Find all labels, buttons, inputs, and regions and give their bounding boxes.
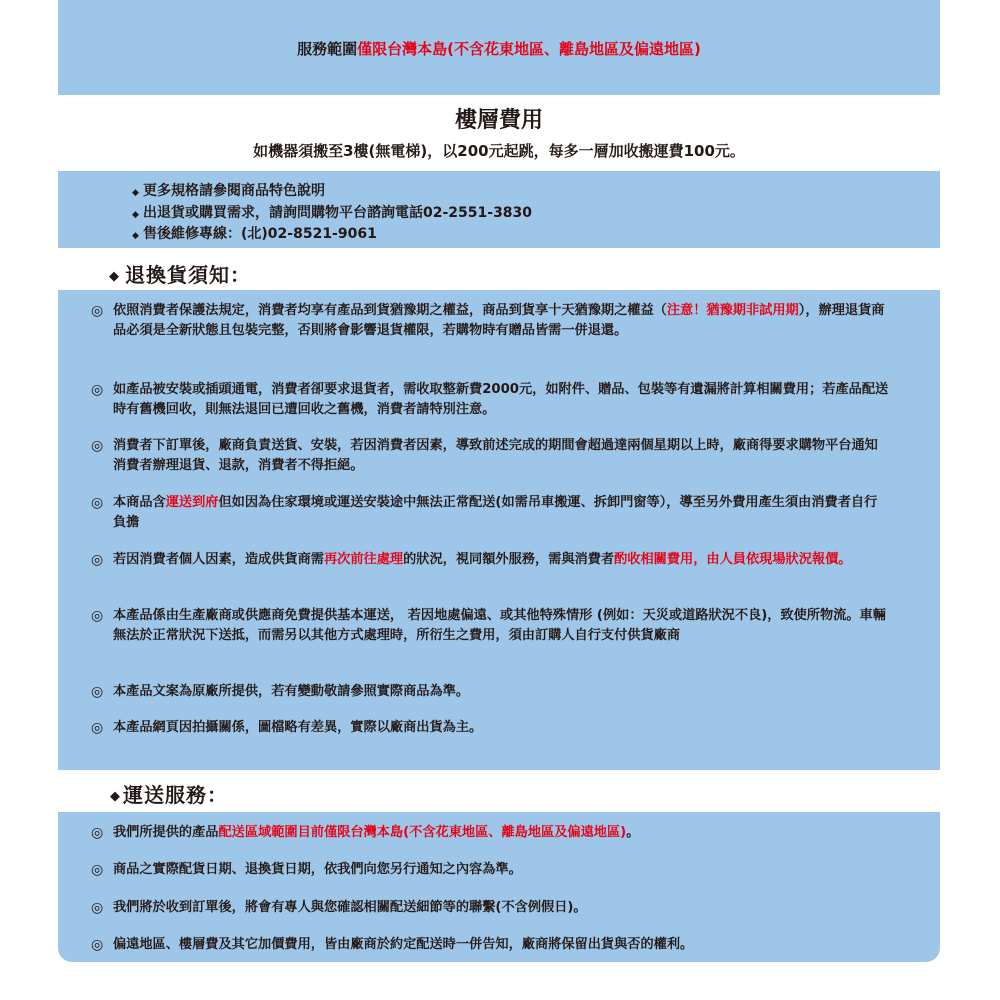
return-policy-text: 本產品係由生產廠商或供應商免費提供基本運送， 若因地處偏遠、或其他特殊情形 (例如：天災或道路狀況不良)，致使所物流。車輛無法於正常狀況下送抵，而需另以其他方式處理時，所衍生之費用，須由訂購人自行支付供貨廠商 [113, 608, 886, 643]
return-policy-item [91, 493, 889, 533]
shipping-text: 。 [626, 825, 640, 840]
return-policy-item [91, 436, 889, 476]
circle-bullet-icon: ◎ [91, 303, 104, 319]
floor-fee-title: 樓層費用 [454, 108, 543, 133]
return-policy-text: ），辦理退貨商品必須是全新狀態且包裝完整，否則將會影響退貨權限，若購物時有贈品皆需一併退還。 [113, 303, 885, 338]
service-range-panel [58, 0, 940, 95]
circle-bullet-icon: ◎ [91, 684, 104, 700]
shipping-service-panel [58, 812, 940, 962]
shipping-text: 我們將於收到訂單後，將會有專人與您確認相關配送細節等的聯繫(不含例假日)。 [113, 900, 587, 915]
return-policy-highlight-text: 注意！猶豫期非試用期 [666, 303, 799, 318]
service-range-highlight: 僅限台灣本島(不含花東地區、離島地區及偏遠地區) [357, 40, 701, 58]
circle-bullet-icon: ◎ [91, 720, 104, 736]
spec-item: ◆ 售後維修專線：(北)02-8521-9061 [132, 225, 532, 247]
diamond-icon: ◆ [110, 789, 121, 804]
circle-bullet-icon: ◎ [91, 900, 104, 916]
return-policy-item [91, 606, 889, 646]
spec-contact-panel [58, 171, 940, 248]
shipping-item [91, 823, 889, 843]
shipping-service-heading: ◆ 運送服務： [110, 783, 228, 807]
return-policy-heading: ◆ 退換貨須知： [109, 263, 251, 287]
return-policy-highlight-text: 酌收相關費用，由人員依現場狀況報價。 [614, 552, 852, 567]
circle-bullet-icon: ◎ [91, 937, 104, 953]
diamond-bullet-icon: ◆ [132, 231, 139, 241]
shipping-item [91, 860, 889, 880]
circle-bullet-icon: ◎ [91, 495, 104, 511]
diamond-bullet-icon: ◆ [132, 188, 139, 198]
return-policy-text: 本產品網頁因拍攝關係，圖檔略有差異，實際以廠商出貨為主。 [113, 720, 483, 735]
return-policy-item [91, 718, 889, 738]
shipping-text: 我們所提供的產品 [113, 825, 219, 840]
return-policy-highlight-text: 再次前往處理 [324, 552, 404, 567]
diamond-icon: ◆ [109, 269, 120, 284]
return-policy-text: 消費者下訂單後，廠商負責送貨、安裝，若因消費者因素，導致前述完成的期間會超過達兩個星期以上時，廠商得要求購物平台通知消費者辦理退貨、退款，消費者不得拒絕。 [113, 438, 878, 473]
shipping-text: 商品之實際配貨日期、退換貨日期，依我們向您另行通知之內容為準。 [113, 862, 522, 877]
return-policy-item [91, 301, 889, 341]
shipping-highlight-text: 配送區域範圍目前僅限台灣本島(不含花東地區、離島地區及偏遠地區) [218, 825, 627, 840]
circle-bullet-icon: ◎ [91, 438, 104, 454]
return-policy-highlight-text: 運送到府 [165, 495, 219, 510]
circle-bullet-icon: ◎ [91, 825, 104, 841]
circle-bullet-icon: ◎ [91, 608, 104, 624]
return-policy-text: 如產品被安裝或插頭通電，消費者卻要求退貨者，需收取整新費2000元，如附件、贈品、包裝等有遺漏將計算相關費用；若產品配送時有舊機回收，則無法退回已遭回收之舊機，消費者請特別注意。 [113, 382, 889, 417]
shipping-item [91, 935, 889, 955]
shipping-text: 偏遠地區、樓層費及其它加價費用，皆由廠商於約定配送時一併告知，廠商將保留出貨與否的權利。 [113, 937, 694, 952]
return-policy-text: 若因消費者個人因素，造成供貨商需 [113, 552, 324, 567]
return-policy-item [91, 380, 889, 420]
service-range-line [58, 38, 940, 59]
spec-item: ◆ 更多規格請參閱商品特色說明 [132, 182, 532, 204]
service-range-label: 服務範圍 [297, 40, 358, 58]
spec-list [132, 182, 532, 247]
return-policy-text: 本產品文案為原廠所提供，若有變動敬請參照實際商品為準。 [113, 684, 470, 699]
floor-fee-text: 如機器須搬至3樓(無電梯)，以200元起跳，每多一層加收搬運費100元。 [253, 142, 745, 160]
circle-bullet-icon: ◎ [91, 862, 104, 878]
return-policy-text: 的狀況，視同額外服務，需與消費者 [403, 552, 615, 567]
diamond-bullet-icon: ◆ [132, 209, 139, 220]
spec-item: ◆ 出退貨或購買需求，請詢問購物平台諮詢電話02-2551-3830 [132, 204, 532, 226]
shipping-item [91, 898, 889, 918]
return-policy-text: 依照消費者保護法規定，消費者均享有產品到貨猶豫期之權益，商品到貨享十天猶豫期之權益（ [113, 303, 667, 318]
return-policy-item [91, 550, 889, 570]
return-policy-text: 但如因為住家環境或運送安裝途中無法正常配送(如需吊車搬運、拆卸門窗等），導至另外費用產生須由消費者自行負擔 [113, 495, 878, 530]
return-policy-item [91, 682, 889, 702]
circle-bullet-icon: ◎ [91, 382, 104, 398]
return-policy-panel [58, 290, 940, 770]
circle-bullet-icon: ◎ [91, 552, 104, 568]
return-policy-text: 本商品含 [113, 495, 166, 510]
